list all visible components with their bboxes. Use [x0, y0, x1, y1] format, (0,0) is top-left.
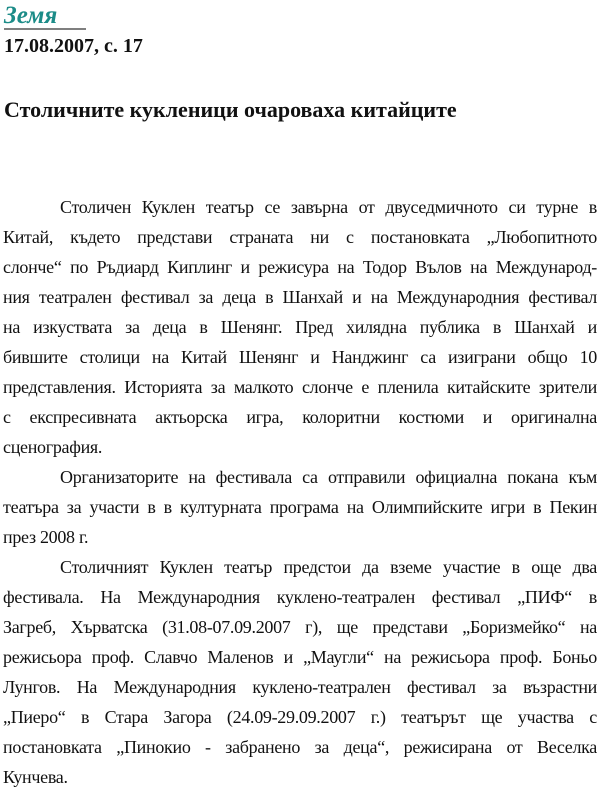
text-line: представления. Историята за малкото слонче е пленила китайските зрители [3, 377, 597, 397]
text-line: режисьора проф. Славчо Маленов и „Маугли“ на режисьора проф. Боньо [3, 647, 597, 667]
text-line: „Пиеро“ в Стара Загора (24.09-29.09.2007 г.) театърът ще участва с [3, 707, 597, 727]
text-line: Кунчева. [3, 767, 68, 787]
text-line: с експресивната актьорска игра, колоритни костюми и оригинална [3, 407, 597, 427]
article-title: Столичните кукленици очароваха китайците [4, 97, 457, 122]
text-line: Лунгов. На Международния куклено-театрален фестивал за възрастни [3, 677, 597, 697]
text-line: слонче“ по Ръдиард Киплинг и режисура на Тодор Вълов на Международ- [3, 257, 597, 277]
text-line: сценография. [3, 437, 103, 457]
text-line: през 2008 г. [3, 527, 89, 547]
article-body [3, 192, 597, 792]
text-line: Китай, където представи страната ни с постановката „Любопитното [3, 227, 597, 247]
text-line: Загреб, Хърватска (31.08-07.09.2007 г), ще представи „Боризмейко“ на [3, 617, 597, 637]
text-line: бившите столици на Китай Шенянг и Нанджинг са изиграни общо 10 [3, 347, 597, 367]
logo-wordmark: Земя [4, 2, 58, 29]
paragraph-2 [3, 462, 597, 552]
text-line: фестивала. На Международния куклено-театрален фестивал „ПИФ“ в [3, 587, 597, 607]
text-line: Столичен Куклен театър се завърна от двуседмичното си турне в [60, 197, 597, 217]
text-line: постановката „Пинокио - забранено за деца“, режисирана от Веселка [3, 737, 597, 757]
text-line: на изкуствата за деца в Шенянг. Пред хилядна публика в Шанхай и [3, 317, 597, 337]
publication-date: 17.08.2007, с. 17 [4, 35, 143, 57]
text-line: Столичният Куклен театър предстои да вземе участие в още два [60, 557, 597, 577]
newspaper-logo [2, 1, 90, 33]
logo-mark [2, 1, 90, 33]
paragraph-1 [3, 192, 597, 462]
text-line: Организаторите на фестивала са отправили официална покана към [60, 467, 597, 487]
paragraph-3 [3, 552, 597, 792]
text-line: театъра за участи в в културната програма на Олимпийските игри в Пекин [3, 497, 597, 517]
text-line: ния театрален фестивал за деца в Шанхай и на Международния фестивал [3, 287, 597, 307]
